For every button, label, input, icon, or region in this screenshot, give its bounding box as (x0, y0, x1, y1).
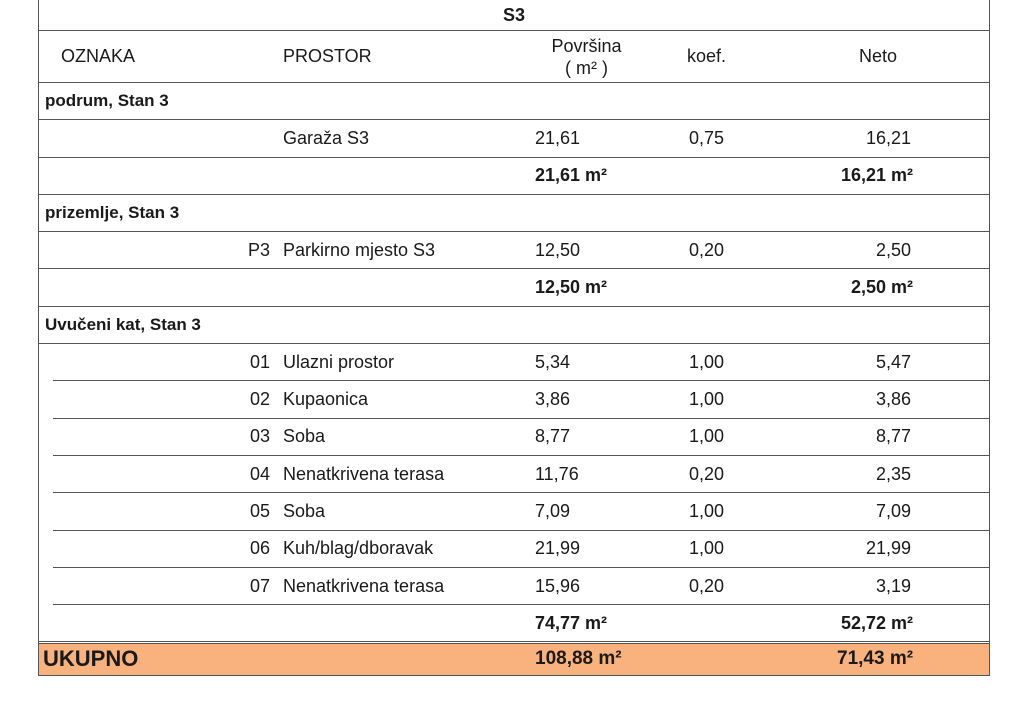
row-neto: 21,99 (865, 538, 911, 559)
section-row (39, 83, 989, 120)
row-povrsina: 3,86 (535, 389, 571, 410)
section-row (39, 307, 989, 344)
header-koef: koef. (687, 46, 727, 66)
section-title: Uvučeni kat, Stan 3 (45, 314, 201, 334)
row-koef: 0,75 (689, 127, 725, 148)
row-neto: 3,86 (875, 389, 911, 410)
row-oznaka: P3 (247, 239, 270, 260)
row-koef: 0,20 (689, 463, 725, 484)
table-row (39, 120, 989, 157)
row-neto: 3,19 (875, 575, 911, 596)
table-title: S3 (502, 4, 526, 25)
section-title: prizemlje, Stan 3 (45, 203, 180, 223)
subtotal-povrsina: 21,61 m² (535, 165, 608, 186)
total-row (39, 643, 989, 677)
row-neto: 5,47 (875, 351, 911, 372)
row-prostor: Soba (283, 426, 326, 447)
row-prostor: Kuh/blag/dboravak (283, 538, 434, 559)
subtotal-row (39, 270, 989, 307)
row-prostor: Kupaonica (283, 389, 369, 410)
row-oznaka: 05 (249, 500, 270, 521)
row-povrsina: 15,96 (535, 575, 581, 596)
table-row (53, 381, 989, 418)
row-neto: 8,77 (875, 426, 911, 447)
section-title: podrum, Stan 3 (45, 91, 169, 111)
row-neto: 7,09 (875, 500, 911, 521)
row-oznaka: 02 (249, 389, 270, 410)
row-prostor: Garaža S3 (283, 127, 370, 148)
header-neto: Neto (859, 46, 898, 66)
subtotal-povrsina: 12,50 m² (535, 277, 608, 298)
row-oznaka (219, 120, 270, 156)
row-povrsina: 7,09 (535, 500, 571, 521)
total-label: UKUPNO (43, 646, 139, 672)
table-row (53, 419, 989, 456)
subtotal-row (39, 605, 989, 642)
row-koef: 1,00 (689, 500, 725, 521)
row-prostor: Ulazni prostor (283, 351, 395, 372)
row-oznaka: 03 (249, 426, 270, 447)
table-row (53, 531, 989, 568)
table-row (53, 456, 989, 493)
row-povrsina: 21,61 (535, 127, 581, 148)
column-header-row (39, 31, 989, 83)
row-povrsina: 12,50 (535, 239, 581, 260)
row-povrsina: 21,99 (535, 538, 581, 559)
row-koef: 1,00 (689, 389, 725, 410)
subtotal-neto: 52,72 m² (840, 612, 913, 633)
table-row (53, 493, 989, 530)
total-neto: 71,43 m² (837, 648, 914, 670)
subtotal-neto: 16,21 m² (840, 165, 913, 186)
row-oznaka: 04 (249, 463, 270, 484)
row-oznaka: 06 (249, 538, 270, 559)
row-koef: 1,00 (689, 426, 725, 447)
row-neto: 2,35 (875, 463, 911, 484)
row-oznaka: 07 (249, 575, 270, 596)
table-row (39, 232, 989, 269)
row-prostor: Soba (283, 500, 326, 521)
row-neto: 2,50 (875, 239, 911, 260)
table-row (53, 344, 989, 381)
subtotal-neto: 2,50 m² (850, 277, 913, 298)
row-koef: 1,00 (689, 538, 725, 559)
row-prostor: Parkirno mjesto S3 (283, 239, 436, 260)
row-prostor: Nenatkrivena terasa (283, 463, 445, 484)
total-povrsina: 108,88 m² (535, 648, 622, 670)
table-title-row (39, 0, 989, 31)
row-koef: 0,20 (689, 575, 725, 596)
row-povrsina: 5,34 (535, 351, 571, 372)
row-oznaka: 01 (249, 351, 270, 372)
section-row (39, 195, 989, 232)
header-povrsina-label: Površina (551, 35, 622, 56)
subtotal-povrsina: 74,77 m² (535, 612, 608, 633)
subtotal-row (39, 158, 989, 195)
area-table (38, 0, 990, 676)
row-povrsina: 8,77 (535, 426, 571, 447)
row-koef: 0,20 (689, 239, 725, 260)
row-povrsina: 11,76 (535, 463, 579, 484)
row-prostor: Nenatkrivena terasa (283, 575, 445, 596)
header-povrsina (529, 31, 644, 82)
header-oznaka: OZNAKA (61, 46, 136, 66)
header-povrsina-unit: ( m² ) (565, 57, 608, 78)
table-row (53, 568, 989, 605)
header-prostor: PROSTOR (283, 46, 372, 66)
row-neto: 16,21 (865, 127, 911, 148)
row-koef: 1,00 (689, 351, 725, 372)
